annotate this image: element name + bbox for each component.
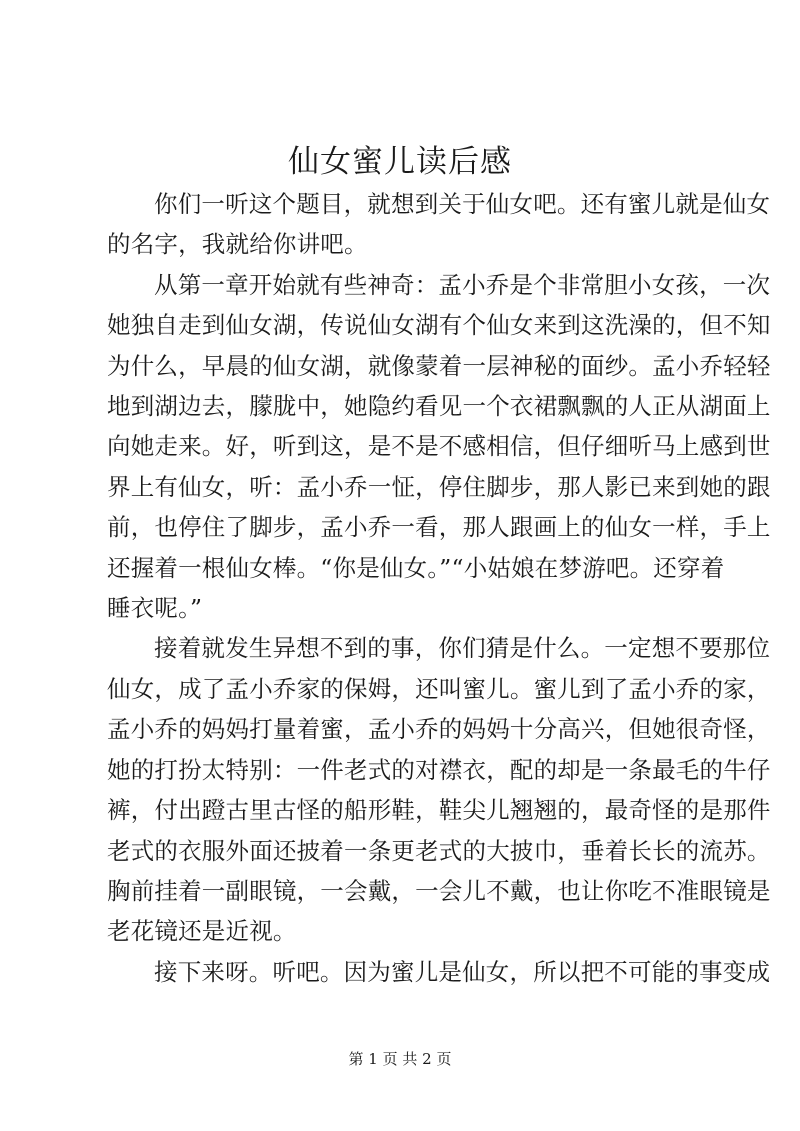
- text-line: 接下来呀。听吧。因为蜜儿是仙女，所以把不可能的事变成: [154, 957, 771, 986]
- document-title: 仙女蜜儿读后感: [288, 144, 512, 180]
- text-line: 孟小乔的妈妈打量着蜜，孟小乔的妈妈十分高兴，但她很奇怪，: [107, 715, 771, 744]
- document-body: [107, 184, 771, 992]
- text-line: 向她走来。好，听到这，是不是不感相信，但仔细听马上感到世: [107, 432, 771, 461]
- text-line: 前，也停住了脚步，孟小乔一看，那人跟画上的仙女一样，手上: [107, 513, 771, 542]
- text-line: 裤，付出蹬古里古怪的船形鞋，鞋尖儿翘翘的，最奇怪的是那件: [107, 796, 771, 825]
- text-line: 胸前挂着一副眼镜，一会戴，一会儿不戴，也让你吃不准眼镜是: [107, 876, 771, 905]
- text-line: 她独自走到仙女湖，传说仙女湖有个仙女来到这洗澡的，但不知: [107, 311, 771, 340]
- text-line: 老花镜还是近视。: [107, 917, 297, 946]
- page-number-footer: 第 1 页 共 2 页: [348, 1050, 452, 1068]
- text-line: 地到湖边去，朦胧中，她隐约看见一个衣裙飘飘的人正从湖面上: [107, 392, 771, 421]
- text-line: 从第一章开始就有些神奇：孟小乔是个非常胆小女孩，一次: [154, 270, 771, 299]
- text-line: 仙女，成了孟小乔家的保姆，还叫蜜儿。蜜儿到了孟小乔的家，: [107, 674, 771, 703]
- text-line: 老式的衣服外面还披着一条更老式的大披巾，垂着长长的流苏。: [107, 836, 771, 865]
- text-line: 的名字，我就给你讲吧。: [107, 230, 368, 259]
- text-line: 接着就发生异想不到的事，你们猜是什么。一定想不要那位: [154, 634, 771, 663]
- text-line: 界上有仙女，听：孟小乔一怔，停住脚步，那人影已来到她的跟: [107, 472, 771, 501]
- paragraph-2: [107, 265, 771, 629]
- paragraph-1: [107, 184, 771, 265]
- text-line: 还握着一根仙女棒。“你是仙女。”“小姑娘在梦游吧。还穿着: [107, 553, 725, 582]
- paragraph-3: [107, 628, 771, 951]
- text-line: 睡衣呢。”: [107, 594, 203, 623]
- paragraph-4: [107, 952, 771, 992]
- text-line: 为什么，早晨的仙女湖，就像蒙着一层神秘的面纱。孟小乔轻轻: [107, 351, 771, 380]
- text-line: 你们一听这个题目，就想到关于仙女吧。还有蜜儿就是仙女: [154, 190, 771, 218]
- text-line: 她的打扮太特别：一件老式的对襟衣，配的却是一条最毛的牛仔: [107, 755, 771, 784]
